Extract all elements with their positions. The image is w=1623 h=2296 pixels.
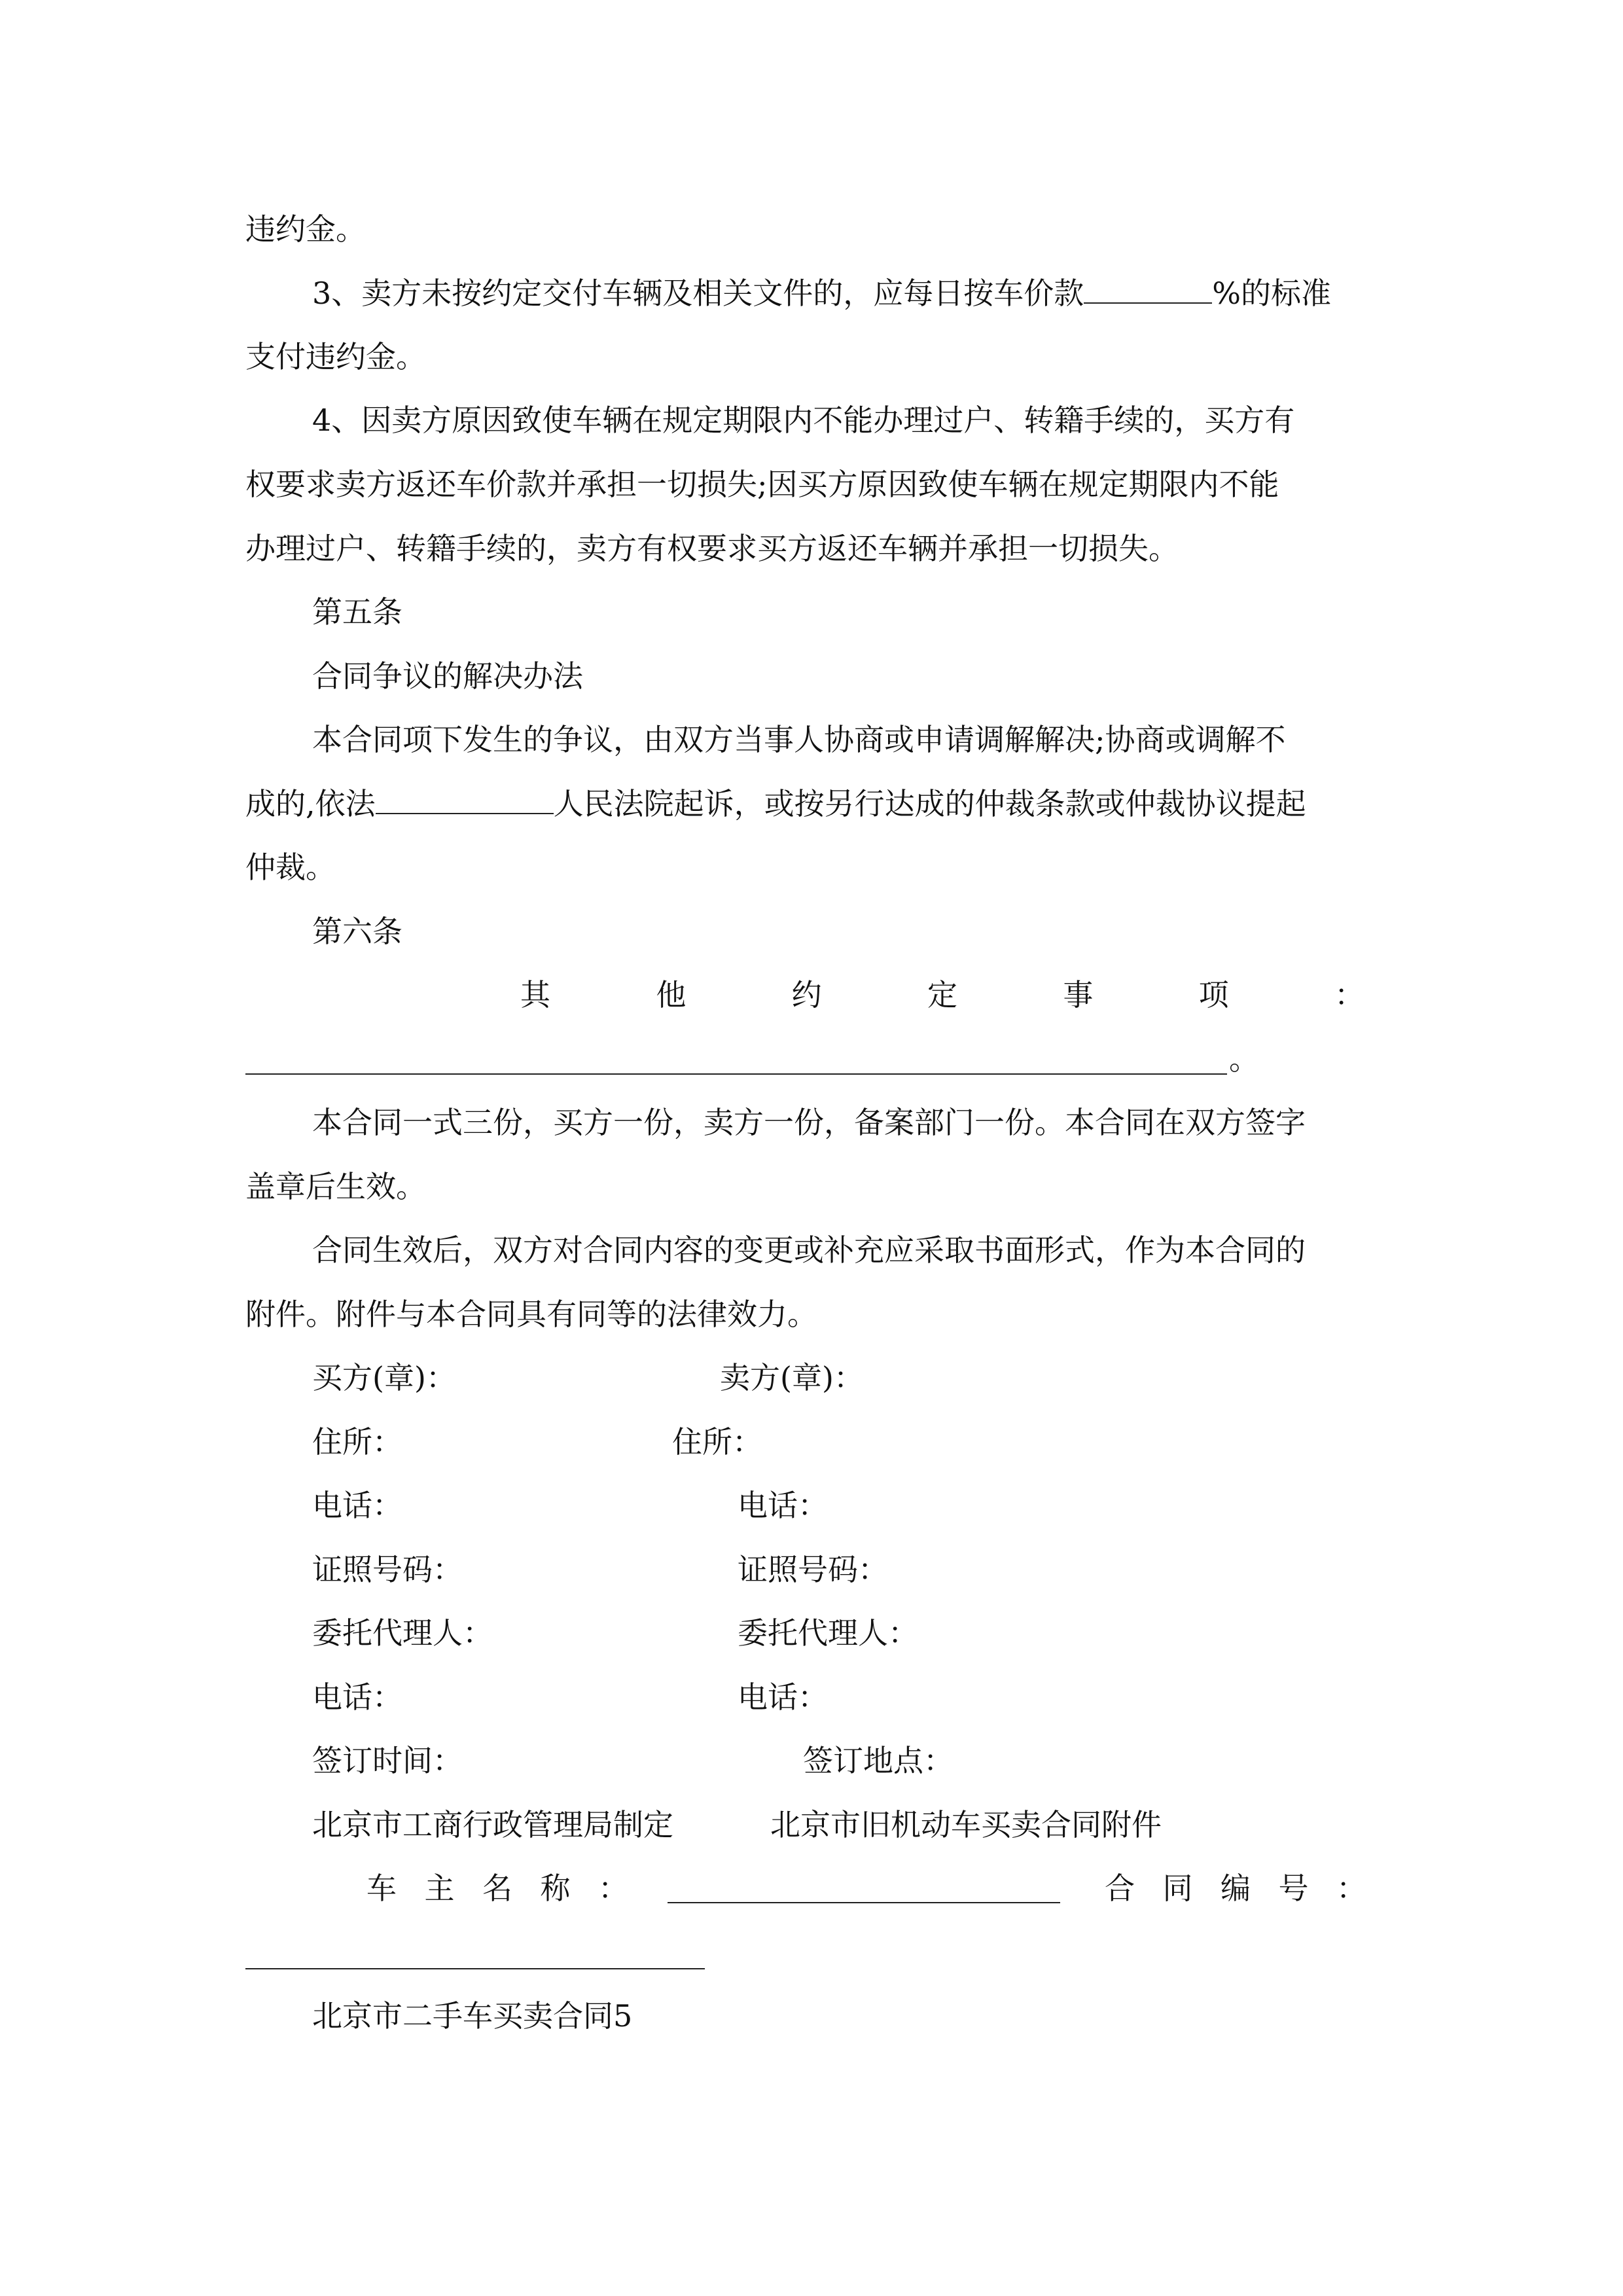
amend-line-1: 合同生效后，双方对合同内容的变更或补充应采取书面形式，作为本合同的 — [312, 1232, 1306, 1268]
clause-3 — [312, 274, 1378, 313]
owner-char: 称 — [540, 1871, 571, 1906]
clause-4-line-1: 4、因卖方原因致使车辆在规定期限内不能办理过户、转籍手续的，买方有 — [312, 403, 1295, 438]
signature-row-phone — [312, 1486, 1378, 1525]
copies-line-1: 本合同一式三份，买方一份，卖方一份，备案部门一份。本合同在双方签字 — [312, 1105, 1306, 1140]
other-matters-label — [520, 975, 1364, 1014]
other-char: 事 — [1063, 977, 1094, 1013]
blank-owner-name — [668, 1902, 1060, 1903]
clause-4-line-2: 权要求卖方返还车价款并承担一切损失;因买方原因致使车辆在规定期限内不能 — [245, 467, 1279, 502]
owner-char: 车 — [366, 1871, 397, 1906]
article-5-heading: 第五条 — [312, 594, 402, 630]
sign-time-label: 签订时间： — [312, 1743, 463, 1778]
other-char: ： — [1334, 977, 1364, 1013]
article-6-heading: 第六条 — [312, 914, 402, 949]
clause-4-line-3: 办理过户、转籍手续的，卖方有权要求买方返还车辆并承担一切损失。 — [245, 531, 1179, 566]
dispute-text: 成的,依法 — [245, 786, 376, 821]
buyer-address-label: 住所： — [312, 1424, 402, 1460]
seller-agent-label: 委托代理人： — [738, 1615, 918, 1651]
copies-line-2: 盖章后生效。 — [245, 1169, 426, 1204]
dispute-line-2 — [245, 784, 1378, 823]
buyer-phone-label: 电话： — [312, 1488, 402, 1523]
other-char: 他 — [656, 977, 687, 1013]
signature-row-address — [312, 1422, 1378, 1462]
seller-phone-label: 电话： — [738, 1488, 828, 1523]
sign-place-label: 签订地点： — [803, 1743, 954, 1778]
next-contract-title: 北京市二手车买卖合同5 — [312, 1998, 633, 2034]
other-char: 项 — [1198, 977, 1229, 1013]
signature-row-agent-phone — [312, 1677, 1378, 1717]
buyer-agent-phone-label: 电话： — [312, 1679, 402, 1715]
contract-number-label — [1105, 1869, 1366, 1908]
contract-no-char: ： — [1336, 1871, 1366, 1906]
article-5-title: 合同争议的解决办法 — [312, 658, 583, 694]
seller-id-label: 证照号码： — [738, 1552, 888, 1587]
clause-3-text-end: %的标准 — [1212, 276, 1331, 311]
owner-char: ： — [598, 1871, 628, 1906]
buyer-agent-label: 委托代理人： — [312, 1615, 493, 1651]
blank-daily-rate — [1084, 274, 1212, 304]
signature-row-id — [312, 1550, 1378, 1589]
other-char: 其 — [520, 977, 550, 1013]
signature-row-seal — [312, 1358, 1378, 1397]
seller-seal-label: 卖方(章)： — [720, 1360, 864, 1395]
owner-name-label — [366, 1869, 628, 1908]
contract-no-char: 同 — [1162, 1871, 1193, 1906]
buyer-seal-label: 买方(章)： — [312, 1360, 456, 1395]
footer-row — [312, 1805, 1378, 1844]
signature-row-agent — [312, 1613, 1378, 1653]
owner-char: 主 — [424, 1871, 455, 1906]
made-by-text: 北京市工商行政管理局制定 — [312, 1807, 673, 1842]
seller-address-label: 住所： — [672, 1424, 762, 1460]
contract-no-char: 合 — [1105, 1871, 1135, 1906]
seller-agent-phone-label: 电话： — [738, 1679, 828, 1715]
blank-contract-number — [245, 1968, 705, 1969]
clause-3-text: 3、卖方未按约定交付车辆及相关文件的，应每日按车价款 — [312, 276, 1084, 311]
dispute-line-3: 仲裁。 — [245, 850, 336, 885]
buyer-id-label: 证照号码： — [312, 1552, 463, 1587]
blank-court — [376, 784, 554, 814]
dispute-line-1: 本合同项下发生的争议，由双方当事人协商或申请调解解决;协商或调解不 — [312, 722, 1286, 757]
signature-row-sign — [312, 1741, 1378, 1780]
amend-line-2: 附件。附件与本合同具有同等的法律效力。 — [245, 1297, 817, 1332]
dispute-text-end: 人民法院起诉，或按另行达成的仲裁条款或仲裁协议提起 — [553, 786, 1306, 821]
other-char: 约 — [791, 977, 822, 1013]
attachment-title: 北京市旧机动车买卖合同附件 — [770, 1807, 1162, 1842]
blank-other-matters — [245, 1073, 1227, 1075]
contract-no-char: 号 — [1278, 1871, 1309, 1906]
other-char: 定 — [927, 977, 957, 1013]
owner-char: 名 — [482, 1871, 512, 1906]
text-line: 违约金。 — [245, 211, 366, 247]
contract-no-char: 编 — [1221, 1871, 1251, 1906]
text-line: 支付违约金。 — [245, 339, 426, 374]
other-matters-end: 。 — [1229, 1041, 1259, 1077]
